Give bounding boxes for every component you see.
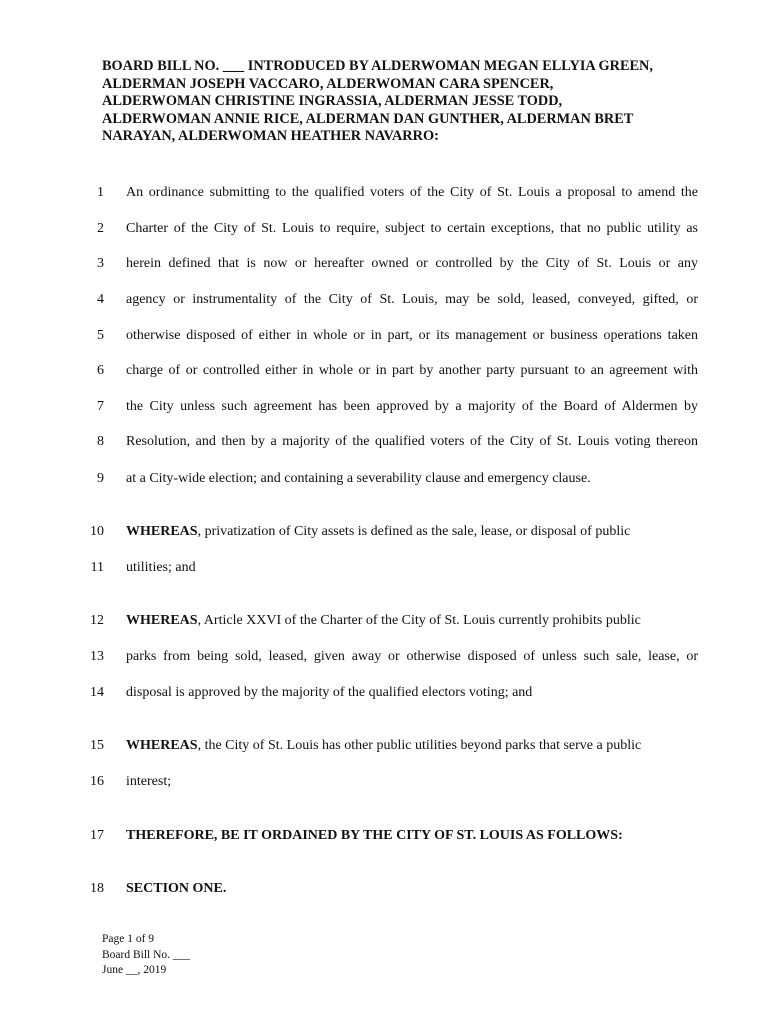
line-text (126, 611, 698, 631)
whereas-keyword: WHEREAS (126, 524, 198, 539)
line-number: 6 (97, 363, 104, 378)
line-text (126, 736, 698, 756)
line-number: 14 (90, 685, 104, 700)
line-text (126, 522, 698, 542)
line-text: otherwise disposed of either in whole or in part, or its management or business operations taken (126, 328, 698, 343)
line-number: 17 (90, 828, 104, 843)
line-text: parks from being sold, leased, given away or otherwise disposed of unless such sale, lease, or (126, 649, 698, 664)
body-line-17 (0, 826, 770, 846)
heading-line: ALDERWOMAN CHRISTINE INGRASSIA, ALDERMAN JESSE TODD, (102, 93, 563, 109)
body-line-16 (0, 772, 770, 792)
line-number: 1 (97, 185, 104, 200)
line-number: 4 (97, 292, 104, 307)
page-number: Page 1 of 9 (102, 933, 155, 945)
body-line-10 (0, 522, 770, 542)
whereas-keyword: WHEREAS (126, 738, 198, 753)
body-line-14 (0, 683, 770, 703)
heading-line: ALDERMAN JOSEPH VACCARO, ALDERWOMAN CARA SPENCER, (102, 75, 554, 92)
body-line-7 (0, 397, 770, 417)
section-heading: SECTION ONE. (126, 881, 227, 896)
footer-date: June __, 2019 (102, 964, 167, 976)
body-line-11 (0, 558, 770, 578)
bill-heading (102, 58, 702, 146)
line-text: charge of or controlled either in whole or in part by another party pursuant to an agreement with (126, 363, 698, 378)
line-number: 16 (90, 774, 104, 789)
line-number: 9 (97, 471, 104, 486)
ordained-clause: THEREFORE, BE IT ORDAINED BY THE CITY OF ST. LOUIS AS FOLLOWS: (126, 828, 623, 843)
body-line-3 (0, 254, 770, 274)
heading-line: BOARD BILL NO. ___ INTRODUCED BY ALDERWOMAN MEGAN ELLYIA GREEN, (102, 58, 653, 74)
line-number: 2 (97, 221, 104, 236)
line-number: 15 (90, 738, 104, 753)
line-text-rest: , Article XXVI of the Charter of the City of St. Louis currently prohibits public (197, 613, 641, 628)
body-line-15 (0, 736, 770, 756)
line-number: 12 (90, 613, 104, 628)
footer-bill-number: Board Bill No. ___ (102, 948, 191, 961)
line-text: Resolution, and then by a majority of the qualified voters of the City of St. Louis voting thereon (126, 434, 698, 449)
line-text: at a City-wide election; and containing a severability clause and emergency clause. (126, 471, 591, 486)
line-number: 7 (97, 399, 104, 414)
line-text: disposal is approved by the majority of the qualified electors voting; and (126, 685, 533, 700)
body-line-12 (0, 611, 770, 631)
line-text: herein defined that is now or hereafter owned or controlled by the City of St. Louis or any (126, 256, 698, 271)
line-text: the City unless such agreement has been approved by a majority of the Board of Aldermen by (126, 399, 698, 414)
body-line-2 (0, 219, 770, 239)
line-number: 10 (90, 524, 104, 539)
line-number: 3 (97, 256, 104, 271)
line-text-rest: , privatization of City assets is defined as the sale, lease, or disposal of public (197, 524, 631, 539)
line-number: 5 (97, 328, 104, 343)
line-text: utilities; and (126, 560, 196, 575)
body-line-4 (0, 290, 770, 310)
line-number: 8 (97, 434, 104, 449)
line-number: 13 (90, 649, 104, 664)
line-text: interest; (126, 774, 172, 789)
line-number: 11 (90, 560, 104, 575)
line-text: An ordinance submitting to the qualified voters of the City of St. Louis a proposal to amend the (126, 185, 698, 200)
line-text: agency or instrumentality of the City of St. Louis, may be sold, leased, conveyed, gifted, or (126, 292, 698, 307)
line-text-rest: , the City of St. Louis has other public utilities beyond parks that serve a public (197, 738, 642, 753)
body-line-1 (0, 183, 770, 203)
line-number: 18 (90, 881, 104, 896)
whereas-keyword: WHEREAS (126, 613, 198, 628)
body-line-13 (0, 647, 770, 667)
body-line-9 (0, 469, 770, 489)
heading-line: NARAYAN, ALDERWOMAN HEATHER NAVARRO: (102, 128, 439, 144)
body-line-6 (0, 361, 770, 381)
body-line-18 (0, 879, 770, 899)
body-line-8 (0, 432, 770, 452)
page-footer (102, 932, 190, 979)
body-line-5 (0, 326, 770, 346)
line-text: Charter of the City of St. Louis to require, subject to certain exceptions, that no public utility as (126, 221, 698, 236)
heading-line: ALDERWOMAN ANNIE RICE, ALDERMAN DAN GUNTHER, ALDERMAN BRET (102, 110, 634, 127)
